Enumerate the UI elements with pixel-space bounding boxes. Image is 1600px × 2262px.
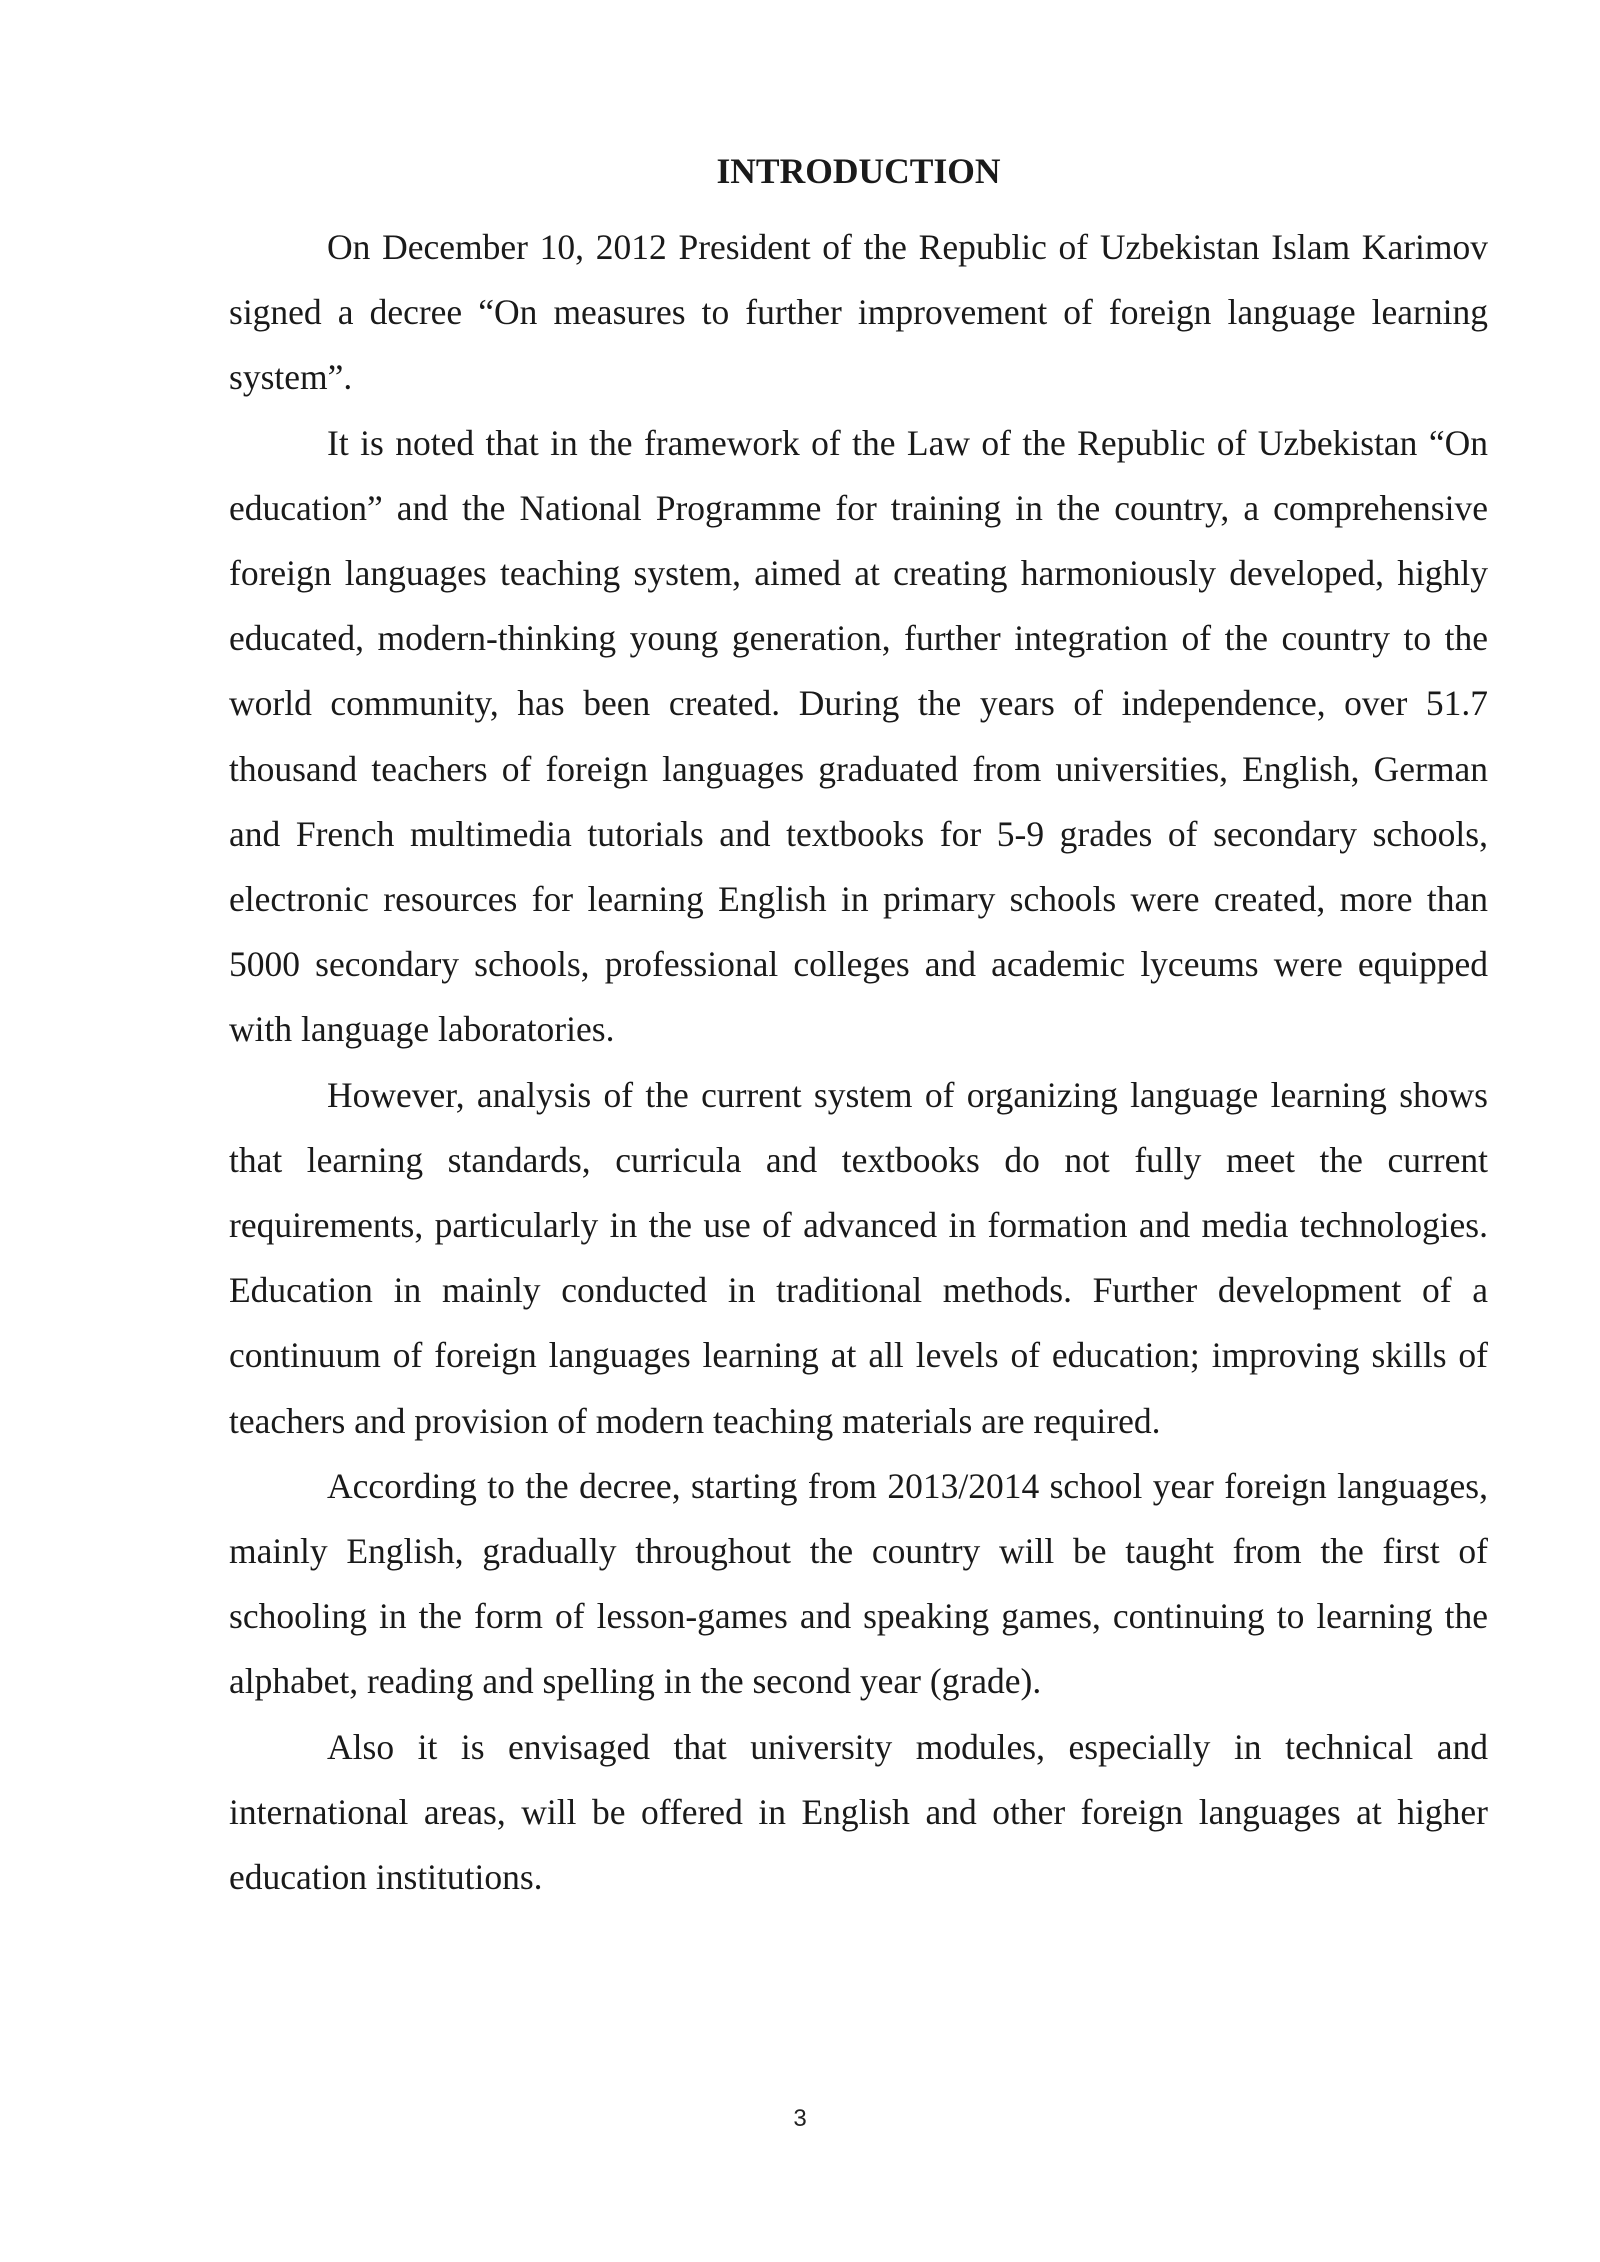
paragraph-university-modules: Also it is envisaged that university modules, especially in technical and international areas, will be offered in English and other foreign languages at higher education institutions. <box>229 1726 1488 1898</box>
paragraph-decree: On December 10, 2012 President of the Republic of Uzbekistan Islam Karimov signed a decree “On measures to further improvement of foreign language learning system”. <box>229 227 1488 398</box>
section-title: INTRODUCTION <box>716 151 1001 191</box>
paragraph-analysis: However, analysis of the current system of organizing language learning shows that learning standards, curricula and textbooks do not fully meet the current requirements, particularly in the use of advanced in formation and media technologies. Education in mainly conducted in traditional methods. Further development of a continuum of foreign languages learning at all levels of education; improving skills of teachers and provision of modern teaching materials are required. <box>229 1074 1488 1441</box>
page-number: 3 <box>793 2105 807 2132</box>
page-content <box>229 150 1488 1910</box>
paragraph-framework: It is noted that in the framework of the Law of the Republic of Uzbekistan “On education” and the National Programme for training in the country, a comprehensive foreign languages teaching system, aimed at creating harmoniously developed, highly educated, modern-thinking young generation, further integration of the country to the world community, has been created. During the years of independence, over 51.7 thousand teachers of foreign languages graduated from universities, English, German and French multimedia tutorials and textbooks for 5-9 grades of secondary schools, electronic resources for learning English in primary schools were created, more than 5000 secondary schools, professional colleges and academic lyceums were equipped with language laboratories. <box>229 422 1488 1050</box>
paragraph-school-year: According to the decree, starting from 2013/2014 school year foreign languages, mainly English, gradually throughout the country will be taught from the first of schooling in the form of lesson-games and speaking games, continuing to learning the alphabet, reading and spelling in the second year (grade). <box>229 1465 1488 1702</box>
